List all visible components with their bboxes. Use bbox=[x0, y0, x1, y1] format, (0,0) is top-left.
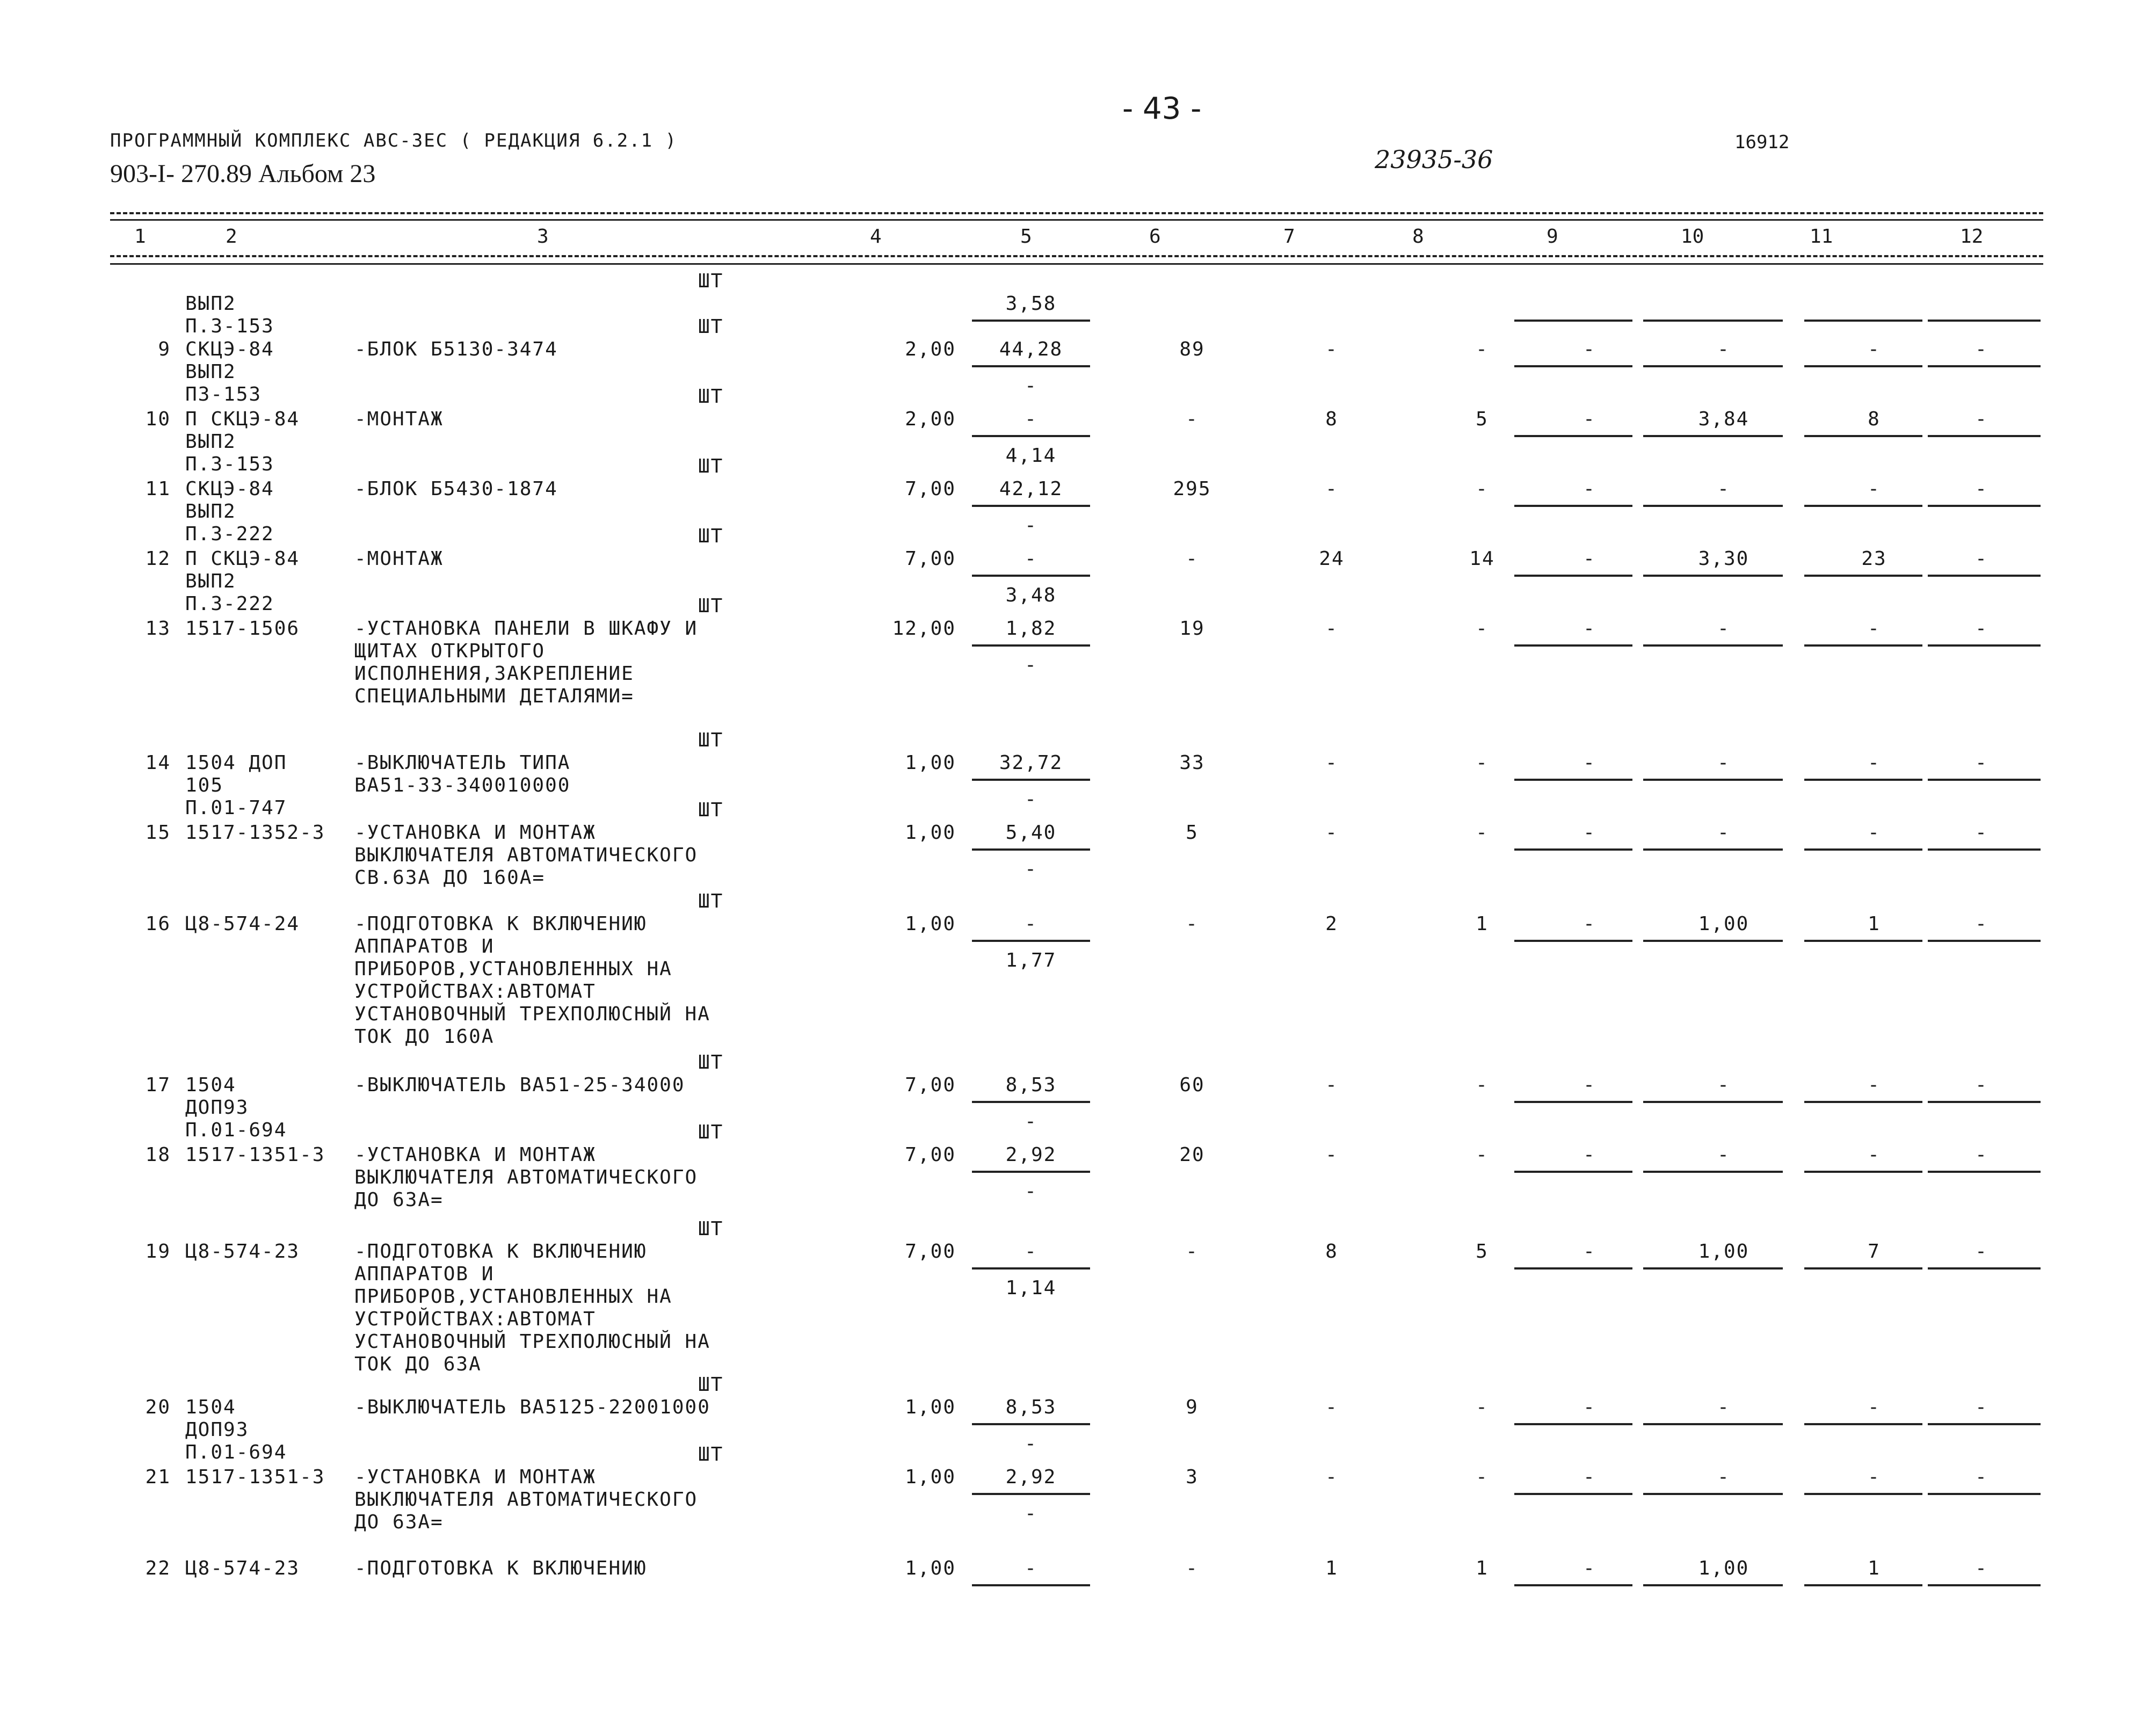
col12-value: - bbox=[1975, 408, 1988, 430]
cell-separator bbox=[1643, 1267, 1783, 1270]
item-quantity: 2,00 bbox=[905, 408, 956, 430]
item-quantity: 12,00 bbox=[892, 618, 956, 640]
cell-separator bbox=[1928, 320, 2041, 322]
cell-separator bbox=[1928, 1584, 2041, 1586]
item-description: -УСТАНОВКА ПАНЕЛИ В ШКАФУ И ЩИТАХ ОТКРЫТОГО ИСПОЛНЕНИЯ,ЗАКРЕПЛЕНИЕ СПЕЦИАЛЬНЫМИ ДЕТАЛЯМИ= bbox=[354, 618, 698, 707]
document-number: 16912 bbox=[1734, 132, 1790, 153]
header-top-rule bbox=[110, 212, 2043, 214]
item-unit: ШТ bbox=[698, 890, 724, 912]
col11-value: - bbox=[1868, 1074, 1881, 1096]
column-header-8: 8 bbox=[1412, 226, 1424, 248]
col9-value: - bbox=[1583, 913, 1596, 935]
item-number: 20 bbox=[145, 1396, 171, 1418]
col9-value: - bbox=[1583, 408, 1596, 430]
item-number: 21 bbox=[145, 1466, 171, 1488]
col8-value: 14 bbox=[1469, 548, 1495, 570]
cell-separator bbox=[1804, 575, 1922, 577]
item-unit: ШТ bbox=[698, 386, 724, 408]
item-unit: ШТ bbox=[698, 525, 724, 547]
col11-value: 1 bbox=[1868, 1557, 1881, 1579]
col12-value: - bbox=[1975, 752, 1988, 774]
item-quantity: 7,00 bbox=[905, 1144, 956, 1166]
cell-separator bbox=[1804, 779, 1922, 781]
item-description: -УСТАНОВКА И МОНТАЖ ВЫКЛЮЧАТЕЛЯ АВТОМАТИЧЕСКОГО СВ.63А ДО 160А= bbox=[354, 822, 698, 889]
item-unit: ШТ bbox=[698, 595, 724, 617]
col10-value: - bbox=[1717, 618, 1730, 640]
col7-value: 8 bbox=[1325, 408, 1338, 430]
col5-price: 2,92 bbox=[1005, 1466, 1057, 1488]
item-number: 14 bbox=[145, 752, 171, 774]
col5-separator bbox=[972, 1101, 1090, 1103]
cell-separator bbox=[1928, 365, 2041, 367]
col7-value: - bbox=[1325, 822, 1338, 844]
item-description: -УСТАНОВКА И МОНТАЖ ВЫКЛЮЧАТЕЛЯ АВТОМАТИЧЕСКОГО ДО 63А= bbox=[354, 1144, 698, 1211]
col5-secondary: 4,14 bbox=[1005, 445, 1057, 467]
item-number: 13 bbox=[145, 618, 171, 640]
cell-separator bbox=[1643, 848, 1783, 851]
col5-price: 42,12 bbox=[999, 478, 1063, 500]
cell-separator bbox=[1928, 644, 2041, 647]
col7-value: 2 bbox=[1325, 913, 1338, 935]
col5-secondary: - bbox=[1025, 1111, 1037, 1133]
cell-separator bbox=[1643, 505, 1783, 507]
item-description: -ПОДГОТОВКА К ВКЛЮЧЕНИЮ АППАРАТОВ И ПРИБОРОВ,УСТАНОВЛЕННЫХ НА УСТРОЙСТВАХ:АВТОМАТ УСТАНОВОЧНЫЙ ТРЕХПОЛЮСНЫЙ НА ТОК ДО 160А bbox=[354, 913, 710, 1048]
cell-separator bbox=[1928, 1493, 2041, 1495]
col5-separator bbox=[972, 365, 1090, 367]
cell-separator bbox=[1643, 1493, 1783, 1495]
col6-value: 5 bbox=[1186, 822, 1199, 844]
col5-secondary: - bbox=[1025, 1433, 1037, 1455]
col5-price: 44,28 bbox=[999, 338, 1063, 360]
col10-value: - bbox=[1717, 478, 1730, 500]
cell-separator bbox=[1643, 1171, 1783, 1173]
item-description: -БЛОК Б5430-1874 bbox=[354, 478, 558, 500]
cell-separator bbox=[1514, 940, 1632, 942]
col6-value: - bbox=[1186, 913, 1199, 935]
item-number: 22 bbox=[145, 1557, 171, 1579]
col8-value: - bbox=[1476, 618, 1489, 640]
col5-separator bbox=[972, 644, 1090, 647]
col12-value: - bbox=[1975, 1557, 1988, 1579]
col5-secondary: - bbox=[1025, 654, 1037, 676]
cell-separator bbox=[1643, 575, 1783, 577]
col7-value: 24 bbox=[1319, 548, 1345, 570]
col12-value: - bbox=[1975, 913, 1988, 935]
col11-value: 23 bbox=[1861, 548, 1887, 570]
col8-value: - bbox=[1476, 822, 1489, 844]
col11-value: 7 bbox=[1868, 1241, 1881, 1263]
col10-value: 1,00 bbox=[1698, 913, 1750, 935]
col5-separator bbox=[972, 848, 1090, 851]
cell-separator bbox=[1643, 435, 1783, 437]
item-code: П СКЦЭ-84 ВЫП2 П.3-153 bbox=[185, 408, 300, 475]
col5-price: - bbox=[1025, 1241, 1037, 1263]
cell-separator bbox=[1928, 1171, 2041, 1173]
col5-price: 3,58 bbox=[1005, 293, 1057, 315]
col12-value: - bbox=[1975, 478, 1988, 500]
col12-value: - bbox=[1975, 618, 1988, 640]
item-unit: ШТ bbox=[698, 270, 724, 292]
col12-value: - bbox=[1975, 1241, 1988, 1263]
col5-separator bbox=[972, 505, 1090, 507]
item-description: -МОНТАЖ bbox=[354, 408, 444, 430]
col6-value: - bbox=[1186, 548, 1199, 570]
cell-separator bbox=[1514, 1171, 1632, 1173]
cell-separator bbox=[1928, 940, 2041, 942]
col5-separator bbox=[972, 940, 1090, 942]
col12-value: - bbox=[1975, 1074, 1988, 1096]
item-number: 12 bbox=[145, 548, 171, 570]
item-description: -УСТАНОВКА И МОНТАЖ ВЫКЛЮЧАТЕЛЯ АВТОМАТИЧЕСКОГО ДО 63А= bbox=[354, 1466, 698, 1533]
col9-value: - bbox=[1583, 1466, 1596, 1488]
col5-separator bbox=[972, 320, 1090, 322]
col11-value: - bbox=[1868, 822, 1881, 844]
item-quantity: 1,00 bbox=[905, 1396, 956, 1418]
col6-value: 295 bbox=[1173, 478, 1211, 500]
cell-separator bbox=[1514, 779, 1632, 781]
page-number: - 43 - bbox=[1122, 91, 1202, 126]
cell-separator bbox=[1643, 644, 1783, 647]
col8-value: - bbox=[1476, 338, 1489, 360]
cell-separator bbox=[1514, 1101, 1632, 1103]
col12-value: - bbox=[1975, 1466, 1988, 1488]
col11-value: - bbox=[1868, 752, 1881, 774]
cell-separator bbox=[1804, 365, 1922, 367]
col5-secondary: 1,14 bbox=[1005, 1277, 1057, 1299]
col10-value: - bbox=[1717, 1396, 1730, 1418]
col12-value: - bbox=[1975, 822, 1988, 844]
col5-price: 8,53 bbox=[1005, 1396, 1057, 1418]
cell-separator bbox=[1514, 1584, 1632, 1586]
col9-value: - bbox=[1583, 548, 1596, 570]
col10-value: 1,00 bbox=[1698, 1557, 1750, 1579]
col12-value: - bbox=[1975, 1144, 1988, 1166]
item-quantity: 1,00 bbox=[905, 1557, 956, 1579]
col5-separator bbox=[972, 1171, 1090, 1173]
item-quantity: 1,00 bbox=[905, 913, 956, 935]
col8-value: - bbox=[1476, 1074, 1489, 1096]
item-number: 10 bbox=[145, 408, 171, 430]
col6-value: 9 bbox=[1186, 1396, 1199, 1418]
col9-value: - bbox=[1583, 1396, 1596, 1418]
col11-value: - bbox=[1868, 338, 1881, 360]
item-code: 1504 ДОП93 П.01-694 bbox=[185, 1074, 287, 1141]
header-bottom-rule-solid bbox=[110, 263, 2043, 265]
cell-separator bbox=[1804, 1101, 1922, 1103]
item-unit: ШТ bbox=[698, 1374, 724, 1396]
cell-separator bbox=[1514, 848, 1632, 851]
item-number: 11 bbox=[145, 478, 171, 500]
item-code: СКЦЭ-84 ВЫП2 П.3-222 bbox=[185, 478, 274, 545]
col5-separator bbox=[972, 575, 1090, 577]
item-code: П СКЦЭ-84 ВЫП2 П.3-222 bbox=[185, 548, 300, 615]
col9-value: - bbox=[1583, 618, 1596, 640]
cell-separator bbox=[1804, 1267, 1922, 1270]
cell-separator bbox=[1514, 435, 1632, 437]
col10-value: - bbox=[1717, 1466, 1730, 1488]
cell-separator bbox=[1804, 1584, 1922, 1586]
item-code: ВЫП2 П.3-153 bbox=[185, 293, 274, 337]
col11-value: - bbox=[1868, 618, 1881, 640]
item-code: Ц8-574-23 bbox=[185, 1557, 300, 1579]
col9-value: - bbox=[1583, 1074, 1596, 1096]
item-quantity: 7,00 bbox=[905, 1074, 956, 1096]
item-code: 1517-1351-3 bbox=[185, 1466, 325, 1488]
program-title: ПРОГРАММНЫЙ КОМПЛЕКС АВС-ЗЕС ( РЕДАКЦИЯ 6.2.1 ) bbox=[110, 130, 678, 151]
item-description: -ВЫКЛЮЧАТЕЛЬ ВА5125-22001000 bbox=[354, 1396, 710, 1418]
col5-price: - bbox=[1025, 913, 1037, 935]
column-header-3: 3 bbox=[537, 226, 549, 248]
cell-separator bbox=[1514, 644, 1632, 647]
item-quantity: 7,00 bbox=[905, 478, 956, 500]
col5-price: - bbox=[1025, 1557, 1037, 1579]
col9-value: - bbox=[1583, 338, 1596, 360]
cell-separator bbox=[1514, 1267, 1632, 1270]
col5-secondary: - bbox=[1025, 1180, 1037, 1202]
col7-value: - bbox=[1325, 1074, 1338, 1096]
col6-value: 19 bbox=[1179, 618, 1205, 640]
col8-value: 5 bbox=[1476, 1241, 1489, 1263]
col10-value: 3,30 bbox=[1698, 548, 1750, 570]
cell-separator bbox=[1804, 940, 1922, 942]
col5-secondary: - bbox=[1025, 514, 1037, 536]
col11-value: - bbox=[1868, 478, 1881, 500]
col7-value: - bbox=[1325, 1144, 1338, 1166]
cell-separator bbox=[1804, 644, 1922, 647]
col5-separator bbox=[972, 1267, 1090, 1270]
col10-value: - bbox=[1717, 1144, 1730, 1166]
cell-separator bbox=[1514, 575, 1632, 577]
item-number: 15 bbox=[145, 822, 171, 844]
cell-separator bbox=[1928, 848, 2041, 851]
col7-value: - bbox=[1325, 338, 1338, 360]
col6-value: 3 bbox=[1186, 1466, 1199, 1488]
header-bottom-rule bbox=[110, 255, 2043, 257]
col5-price: 32,72 bbox=[999, 752, 1063, 774]
cell-separator bbox=[1804, 505, 1922, 507]
item-number: 9 bbox=[158, 338, 171, 360]
col12-value: - bbox=[1975, 1396, 1988, 1418]
col8-value: - bbox=[1476, 478, 1489, 500]
col6-value: 20 bbox=[1179, 1144, 1205, 1166]
cell-separator bbox=[1804, 1423, 1922, 1425]
column-header-11: 11 bbox=[1810, 226, 1833, 248]
col5-price: 2,92 bbox=[1005, 1144, 1057, 1166]
cell-separator bbox=[1928, 1423, 2041, 1425]
col5-separator bbox=[972, 435, 1090, 437]
col12-value: - bbox=[1975, 338, 1988, 360]
item-description: -ВЫКЛЮЧАТЕЛЬ ВА51-25-34000 bbox=[354, 1074, 685, 1096]
item-unit: ШТ bbox=[698, 316, 724, 338]
item-code: СКЦЭ-84 ВЫП2 П3-153 bbox=[185, 338, 274, 405]
cell-separator bbox=[1804, 1171, 1922, 1173]
cell-separator bbox=[1514, 365, 1632, 367]
cell-separator bbox=[1514, 320, 1632, 322]
col12-value: - bbox=[1975, 548, 1988, 570]
item-code: 1517-1352-3 bbox=[185, 822, 325, 844]
col6-value: - bbox=[1186, 1557, 1199, 1579]
col5-price: 5,40 bbox=[1005, 822, 1057, 844]
cell-separator bbox=[1928, 1267, 2041, 1270]
col8-value: - bbox=[1476, 1466, 1489, 1488]
col7-value: - bbox=[1325, 1466, 1338, 1488]
col5-separator bbox=[972, 779, 1090, 781]
col10-value: 3,84 bbox=[1698, 408, 1750, 430]
item-description: -МОНТАЖ bbox=[354, 548, 444, 570]
item-unit: ШТ bbox=[698, 799, 724, 821]
cell-separator bbox=[1514, 505, 1632, 507]
header-top-rule-solid bbox=[110, 219, 2043, 221]
item-unit: ШТ bbox=[698, 729, 724, 751]
cell-separator bbox=[1928, 505, 2041, 507]
item-code: 1504 ДОП93 П.01-694 bbox=[185, 1396, 287, 1463]
column-header-10: 10 bbox=[1681, 226, 1704, 248]
item-unit: ШТ bbox=[698, 1121, 724, 1143]
col9-value: - bbox=[1583, 752, 1596, 774]
column-header-9: 9 bbox=[1547, 226, 1558, 248]
col7-value: - bbox=[1325, 752, 1338, 774]
col9-value: - bbox=[1583, 822, 1596, 844]
col9-value: - bbox=[1583, 1241, 1596, 1263]
item-code: 1504 ДОП 105 П.01-747 bbox=[185, 752, 287, 819]
col5-price: 8,53 bbox=[1005, 1074, 1057, 1096]
col8-value: 1 bbox=[1476, 1557, 1489, 1579]
item-code: 1517-1351-3 bbox=[185, 1144, 325, 1166]
cell-separator bbox=[1643, 320, 1783, 322]
col11-value: - bbox=[1868, 1396, 1881, 1418]
item-description: -ВЫКЛЮЧАТЕЛЬ ТИПА ВА51-33-340010000 bbox=[354, 752, 571, 796]
item-description: -ПОДГОТОВКА К ВКЛЮЧЕНИЮ bbox=[354, 1557, 647, 1579]
col10-value: - bbox=[1717, 752, 1730, 774]
col9-value: - bbox=[1583, 478, 1596, 500]
col6-value: - bbox=[1186, 1241, 1199, 1263]
item-code: 1517-1506 bbox=[185, 618, 300, 640]
cell-separator bbox=[1643, 365, 1783, 367]
col7-value: - bbox=[1325, 1396, 1338, 1418]
item-description: -БЛОК Б5130-3474 bbox=[354, 338, 558, 360]
col5-secondary: - bbox=[1025, 375, 1037, 397]
column-header-6: 6 bbox=[1149, 226, 1161, 248]
item-quantity: 1,00 bbox=[905, 1466, 956, 1488]
col7-value: 1 bbox=[1325, 1557, 1338, 1579]
column-header-12: 12 bbox=[1960, 226, 1984, 248]
col7-value: - bbox=[1325, 618, 1338, 640]
col10-value: - bbox=[1717, 1074, 1730, 1096]
col5-price: 1,82 bbox=[1005, 618, 1057, 640]
column-header-4: 4 bbox=[870, 226, 882, 248]
col5-secondary: 1,77 bbox=[1005, 949, 1057, 971]
item-quantity: 7,00 bbox=[905, 548, 956, 570]
col11-value: - bbox=[1868, 1466, 1881, 1488]
cell-separator bbox=[1804, 848, 1922, 851]
item-quantity: 7,00 bbox=[905, 1241, 956, 1263]
col6-value: 60 bbox=[1179, 1074, 1205, 1096]
item-unit: ШТ bbox=[698, 455, 724, 477]
cell-separator bbox=[1928, 779, 2041, 781]
cell-separator bbox=[1643, 1101, 1783, 1103]
project-title: 903-I- 270.89 Альбом 23 bbox=[110, 159, 376, 188]
column-header-2: 2 bbox=[226, 226, 237, 248]
item-number: 18 bbox=[145, 1144, 171, 1166]
item-number: 16 bbox=[145, 913, 171, 935]
col5-separator bbox=[972, 1584, 1090, 1586]
cell-separator bbox=[1643, 940, 1783, 942]
col5-secondary: - bbox=[1025, 788, 1037, 810]
col5-secondary: 3,48 bbox=[1005, 584, 1057, 606]
cell-separator bbox=[1928, 575, 2041, 577]
col8-value: 5 bbox=[1476, 408, 1489, 430]
col8-value: 1 bbox=[1476, 913, 1489, 935]
col8-value: - bbox=[1476, 1144, 1489, 1166]
col10-value: 1,00 bbox=[1698, 1241, 1750, 1263]
col8-value: - bbox=[1476, 1396, 1489, 1418]
col6-value: 89 bbox=[1179, 338, 1205, 360]
cell-separator bbox=[1928, 1101, 2041, 1103]
item-quantity: 1,00 bbox=[905, 822, 956, 844]
cell-separator bbox=[1643, 1584, 1783, 1586]
item-unit: ШТ bbox=[698, 1051, 724, 1073]
cell-separator bbox=[1514, 1493, 1632, 1495]
col11-value: - bbox=[1868, 1144, 1881, 1166]
col5-price: - bbox=[1025, 548, 1037, 570]
col9-value: - bbox=[1583, 1557, 1596, 1579]
item-number: 17 bbox=[145, 1074, 171, 1096]
column-header-5: 5 bbox=[1020, 226, 1032, 248]
col7-value: 8 bbox=[1325, 1241, 1338, 1263]
col9-value: - bbox=[1583, 1144, 1596, 1166]
col5-secondary: - bbox=[1025, 1503, 1037, 1525]
column-header-7: 7 bbox=[1283, 226, 1295, 248]
item-unit: ШТ bbox=[698, 1218, 724, 1240]
cell-separator bbox=[1514, 1423, 1632, 1425]
cell-separator bbox=[1643, 779, 1783, 781]
col5-separator bbox=[972, 1493, 1090, 1495]
col11-value: 8 bbox=[1868, 408, 1881, 430]
col5-price: - bbox=[1025, 408, 1037, 430]
col6-value: 33 bbox=[1179, 752, 1205, 774]
col6-value: - bbox=[1186, 408, 1199, 430]
col7-value: - bbox=[1325, 478, 1338, 500]
item-number: 19 bbox=[145, 1241, 171, 1263]
col10-value: - bbox=[1717, 822, 1730, 844]
col5-separator bbox=[972, 1423, 1090, 1425]
col5-secondary: - bbox=[1025, 858, 1037, 880]
cell-separator bbox=[1928, 435, 2041, 437]
column-header-1: 1 bbox=[134, 226, 146, 248]
cell-separator bbox=[1804, 320, 1922, 322]
cell-separator bbox=[1643, 1423, 1783, 1425]
cell-separator bbox=[1804, 435, 1922, 437]
item-description: -ПОДГОТОВКА К ВКЛЮЧЕНИЮ АППАРАТОВ И ПРИБОРОВ,УСТАНОВЛЕННЫХ НА УСТРОЙСТВАХ:АВТОМАТ УСТАНОВОЧНЫЙ ТРЕХПОЛЮСНЫЙ НА ТОК ДО 63А bbox=[354, 1241, 710, 1375]
item-code: Ц8-574-24 bbox=[185, 913, 300, 935]
handwritten-code: 23935-36 bbox=[1375, 145, 1493, 174]
item-unit: ШТ bbox=[698, 1443, 724, 1466]
col11-value: 1 bbox=[1868, 913, 1881, 935]
cell-separator bbox=[1804, 1493, 1922, 1495]
col8-value: - bbox=[1476, 752, 1489, 774]
item-quantity: 1,00 bbox=[905, 752, 956, 774]
item-code: Ц8-574-23 bbox=[185, 1241, 300, 1263]
item-quantity: 2,00 bbox=[905, 338, 956, 360]
col10-value: - bbox=[1717, 338, 1730, 360]
